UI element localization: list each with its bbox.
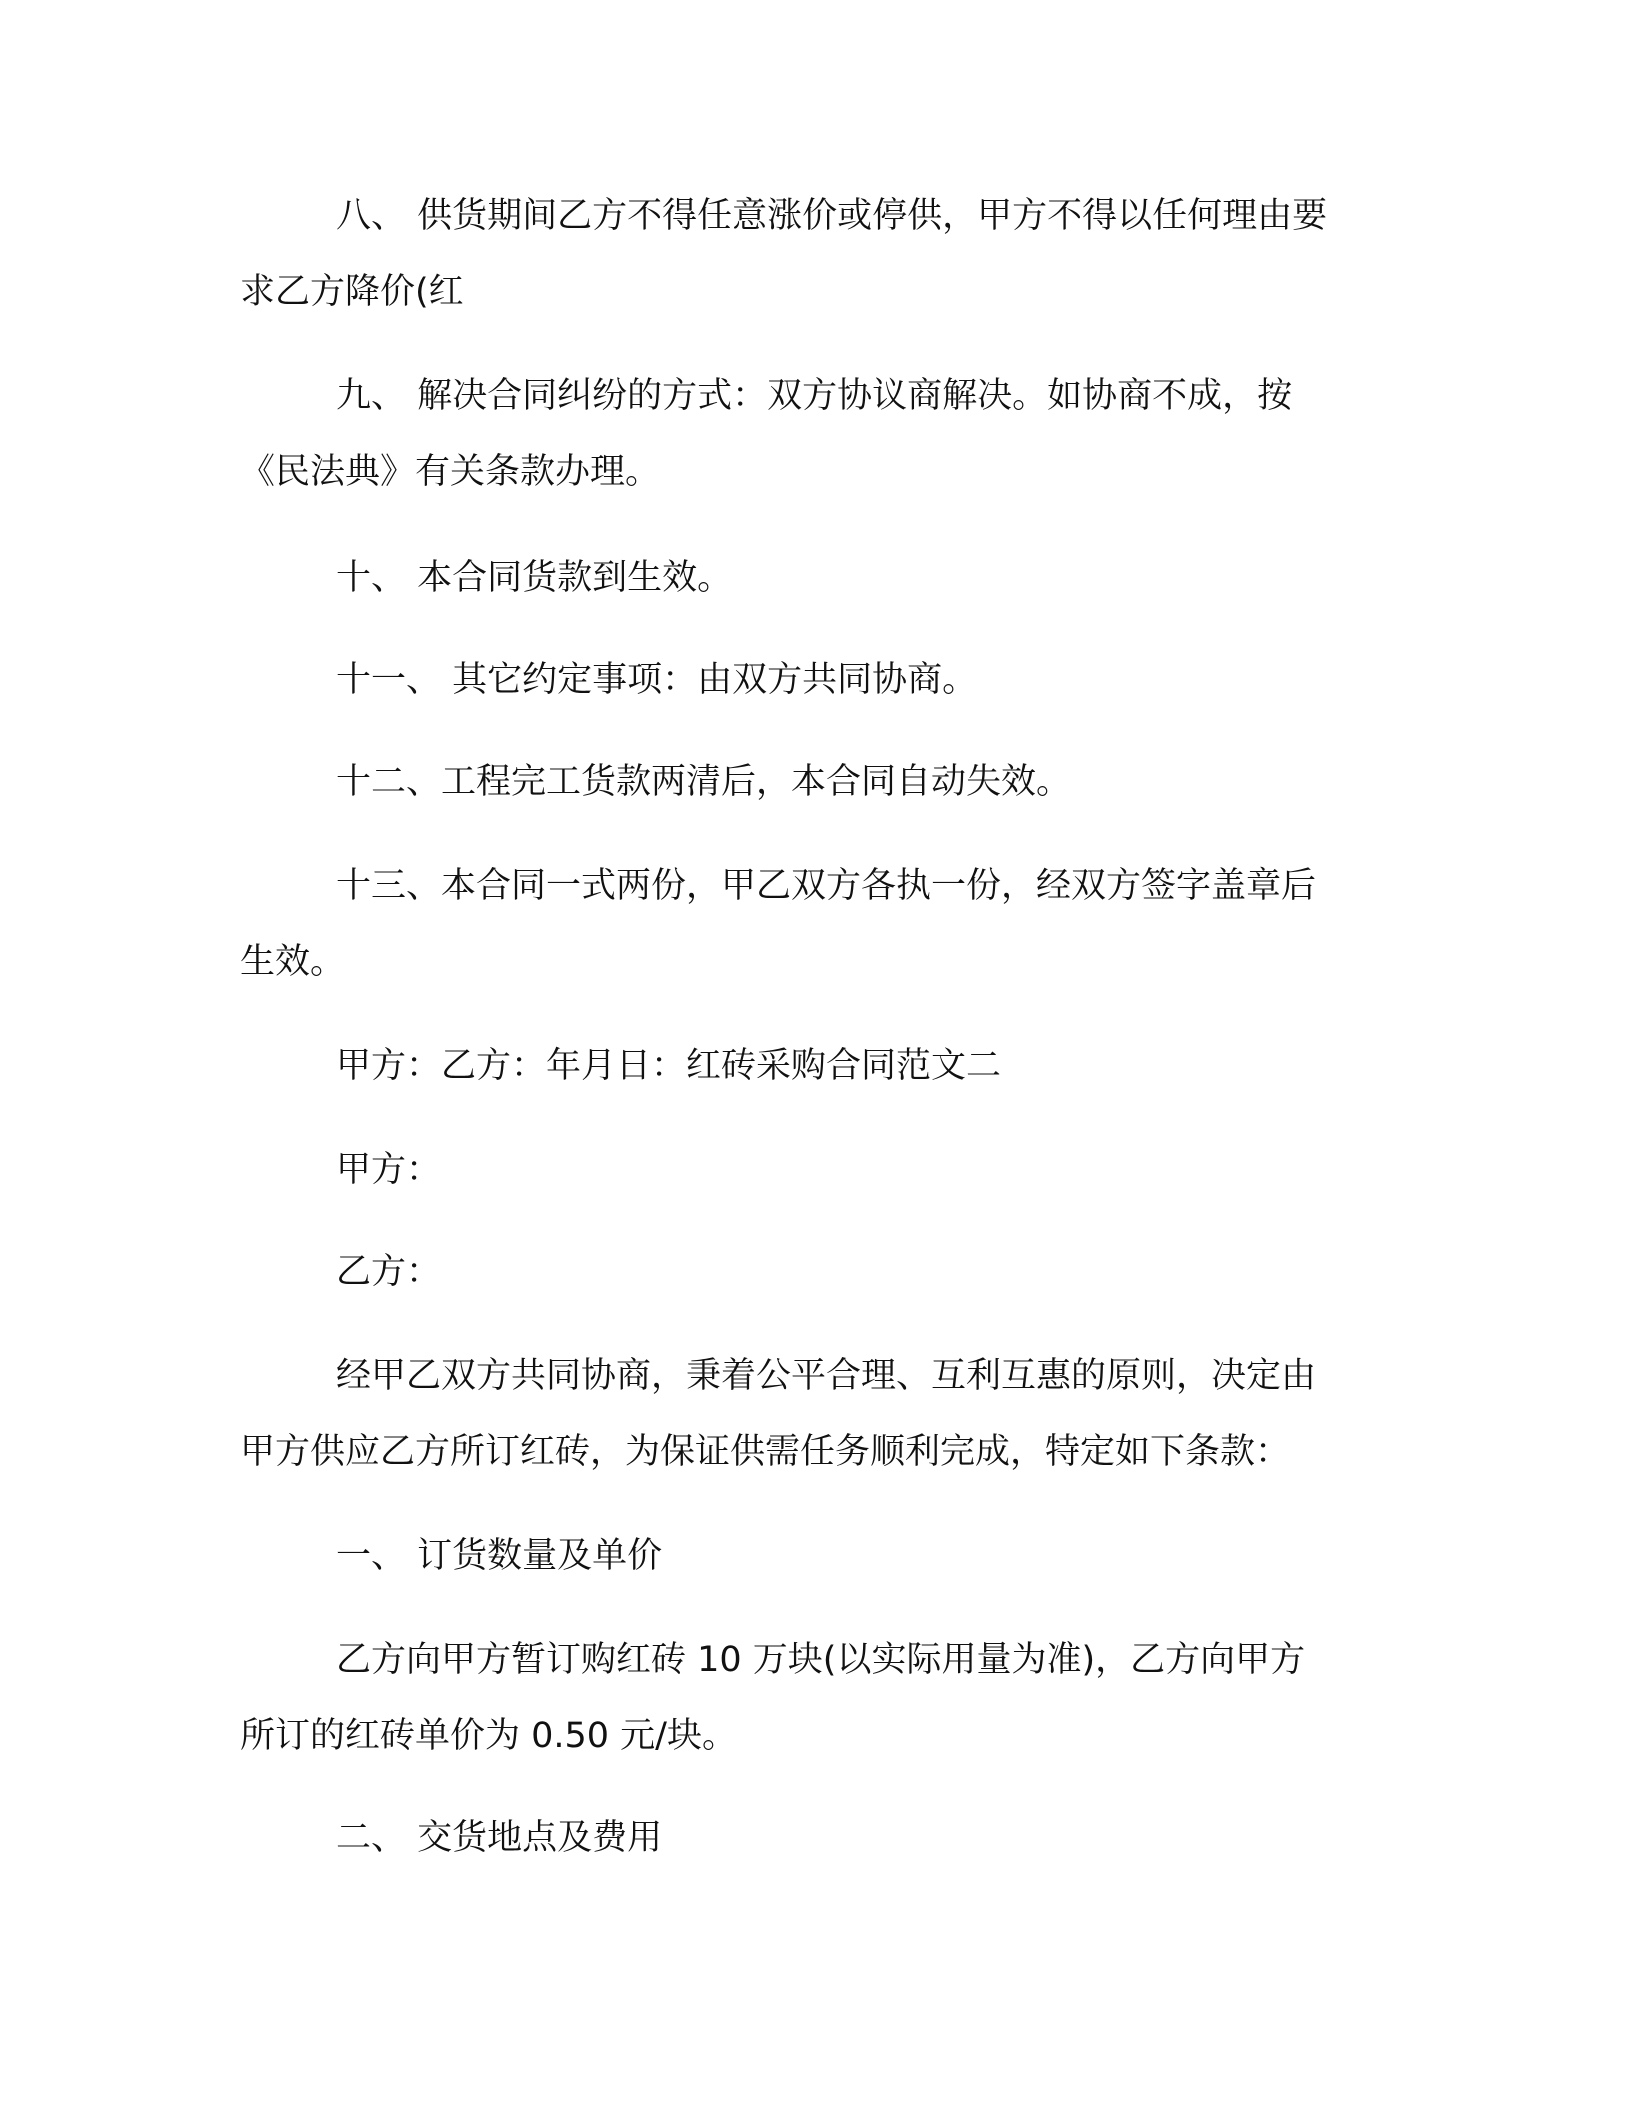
paragraph-line: 甲方供应乙方所订红砖，为保证供需任务顺利完成，特定如下条款：	[240, 1432, 1291, 1472]
paragraph-line: 十、 本合同货款到生效。	[336, 558, 733, 598]
clause-10	[240, 540, 1392, 616]
party-a-label	[240, 1132, 1392, 1208]
paragraph-line: 十一、 其它约定事项：由双方共同协商。	[336, 660, 978, 700]
party-b-label	[240, 1234, 1392, 1310]
clause-13	[240, 848, 1392, 1000]
paragraph-line: 一、 订货数量及单价	[336, 1536, 663, 1576]
paragraph-line: 甲方：乙方：年月日：红砖采购合同范文二	[336, 1046, 1002, 1086]
section-2-heading	[240, 1800, 1392, 1876]
paragraph-line: 《民法典》有关条款办理。	[240, 452, 661, 492]
section-1-body	[240, 1622, 1392, 1774]
paragraph-line: 求乙方降价(红	[240, 272, 464, 312]
signature-line	[240, 1028, 1392, 1104]
paragraph-line: 甲方：	[336, 1150, 442, 1190]
clause-11	[240, 642, 1392, 718]
paragraph-line: 十三、本合同一式两份，甲乙双方各执一份，经双方签字盖章后	[336, 866, 1317, 906]
paragraph-line: 二、 交货地点及费用	[336, 1818, 663, 1858]
paragraph-line: 经甲乙双方共同协商，秉着公平合理、互利互惠的原则，决定由	[336, 1356, 1317, 1396]
paragraph-line: 乙方向甲方暂订购红砖 10 万块(以实际用量为准)，乙方向甲方	[336, 1640, 1306, 1680]
clause-9	[240, 358, 1392, 510]
preamble-paragraph	[240, 1338, 1392, 1490]
paragraph-line: 生效。	[240, 942, 346, 982]
paragraph-line: 九、 解决合同纠纷的方式：双方协议商解决。如协商不成，按	[336, 376, 1293, 416]
paragraph-line: 乙方：	[336, 1252, 442, 1292]
paragraph-line: 所订的红砖单价为 0.50 元/块。	[240, 1716, 737, 1756]
paragraph-line: 十二、工程完工货款两清后，本合同自动失效。	[336, 762, 1072, 802]
clause-12	[240, 744, 1392, 820]
clause-8	[240, 178, 1392, 330]
paragraph-line: 八、 供货期间乙方不得任意涨价或停供，甲方不得以任何理由要	[336, 196, 1328, 236]
section-1-heading	[240, 1518, 1392, 1594]
